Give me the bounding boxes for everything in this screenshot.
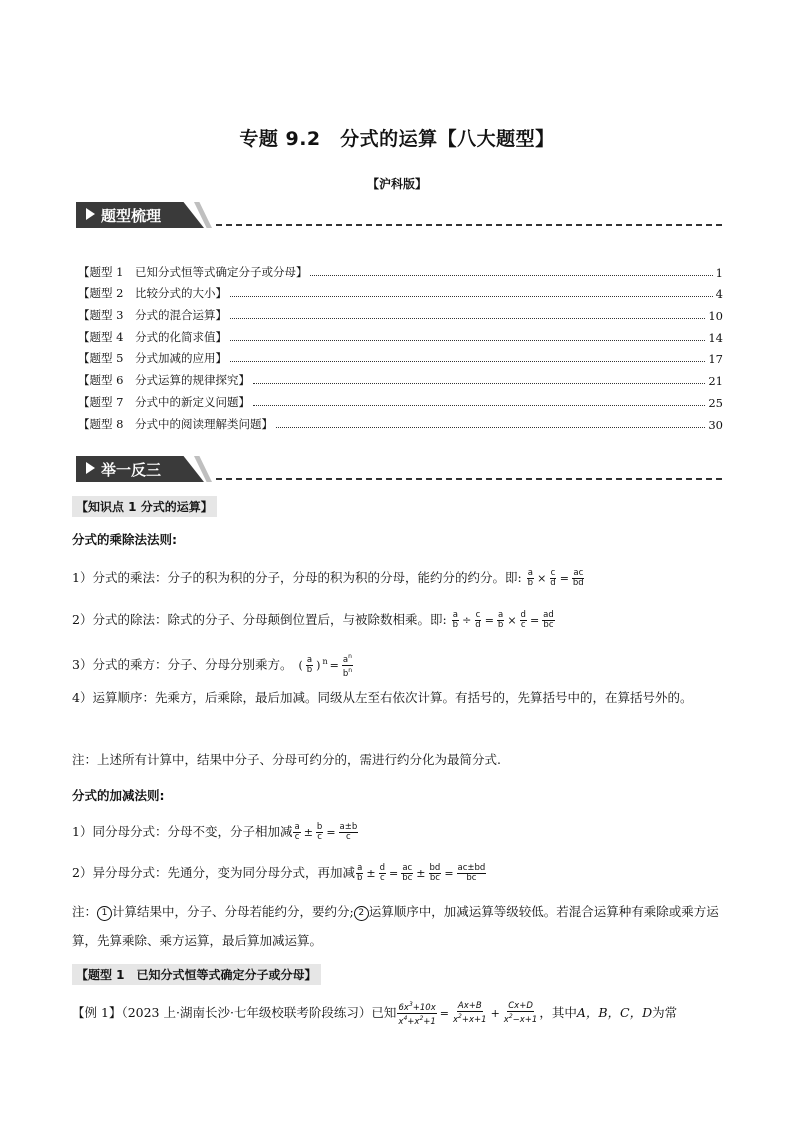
- toc-item-label: 【题型 4 分式的化简求值】: [78, 329, 227, 344]
- toc-item[interactable]: [78, 280, 723, 302]
- dashed-rule: [216, 478, 722, 480]
- note-addsub: 注： 1 计算结果中，分子、分母若能约分，要约分; 2 运算顺序中，加减运算等级较低。若混合运算种有乘除或乘方运算，先算乘除、乘方运算，最后算加减运算。: [72, 904, 719, 948]
- toc-leader-dots: [253, 405, 705, 406]
- example-1: 【例 1】（2023 上·湖南长沙·七年级校联考阶段练习）已知 $\frac{6x^3+10x}{x^4+x^2+1}$ = $\frac{Ax+B}{x^2+x+1}$ + $\frac{Cx+D}{x^2-x+1}$ ，其中A，B，C，D为常: [72, 1001, 678, 1027]
- toc-item-label: 【题型 8 分式中的阅读理解类问题】: [78, 416, 273, 431]
- rule-division: 2）分式的除法：除式的分子、分母颠倒位置后，与被除数相乘。即: $\frac{a}{b}$ ÷ $\frac{c}{d}$ = $\frac{a}{b}$ × $\frac{d}{c}$ = $\frac{ad}{bc}$: [72, 610, 554, 630]
- toc-item[interactable]: [78, 410, 723, 432]
- rule-same-denominator: 1）同分母分式：分母不变，分子相加减 $\frac{a}{c}$ ± $\frac{b}{c}$ = $\frac{a\pm b}{c}$: [72, 822, 358, 842]
- toc-banner-label: 题型梳理: [101, 207, 162, 225]
- rule-power: 3）分式的乘方：分子、分母分别乘方。 ( $\frac{a}{b}$ ) $^n$ = $\frac{a^n}{b^n}$: [72, 653, 353, 679]
- toc-leader-dots: [230, 318, 705, 319]
- addsub-heading: 分式的加减法则:: [72, 788, 165, 803]
- toc-item[interactable]: [78, 366, 723, 388]
- toc-page-number: 17: [708, 352, 723, 367]
- toc-leader-dots: [310, 275, 712, 276]
- toc-item-label: 【题型 5 分式加减的应用】: [78, 351, 227, 366]
- toc-banner: [76, 202, 722, 228]
- table-of-contents: [78, 258, 723, 432]
- rule-order: 4）运算顺序：先乘方，后乘除，最后加减。同级从左至右依次计算。有括号的，先算括号中的，在算括号外的。: [72, 690, 693, 705]
- main-banner-label: 举一反三: [101, 461, 162, 479]
- toc-leader-dots: [230, 361, 705, 362]
- toc-item[interactable]: [78, 323, 723, 345]
- note-simplify: 注：上述所有计算中，结果中分子、分母可约分的，需进行约分化为最简分式.: [72, 752, 501, 767]
- rule-diff-denominator: 2）异分母分式：先通分，变为同分母分式，再加减 $\frac{a}{b}$ ± $\frac{d}{c}$ = $\frac{ac}{bc}$ ± $\frac{bd}{bc}$ = $\frac{ac\pm bd}{bc}$: [72, 863, 486, 883]
- play-triangle-icon: [86, 462, 95, 474]
- toc-item-label: 【题型 6 分式运算的规律探究】: [78, 373, 250, 388]
- edition-label: 【沪科版】: [366, 177, 427, 191]
- toc-page-number: 25: [708, 395, 723, 410]
- toc-leader-dots: [230, 296, 713, 297]
- toc-item[interactable]: [78, 258, 723, 280]
- toc-item[interactable]: [78, 301, 723, 323]
- rule-multiplication: 1）分式的乘法：分子的积为积的分子，分母的积为积的分母，能约分的约分。即: $\frac{a}{b}$ × $\frac{c}{d}$ = $\frac{ac}{bd}$: [72, 568, 584, 588]
- dashed-rule: [216, 224, 722, 226]
- toc-leader-dots: [230, 340, 705, 341]
- toc-item-label: 【题型 3 分式的混合运算】: [78, 308, 227, 323]
- toc-item[interactable]: [78, 388, 723, 410]
- toc-leader-dots: [253, 383, 705, 384]
- toc-item-label: 【题型 2 比较分式的大小】: [78, 286, 227, 301]
- toc-item-label: 【题型 1 已知分式恒等式确定分子或分母】: [78, 264, 308, 279]
- toc-page-number: 14: [708, 330, 723, 345]
- toc-item[interactable]: [78, 345, 723, 367]
- toc-page-number: 4: [715, 287, 723, 302]
- muldiv-heading: 分式的乘除法法则:: [72, 532, 177, 547]
- main-banner: [76, 456, 722, 482]
- toc-page-number: 1: [715, 265, 723, 280]
- circled-one-icon: 1: [97, 906, 112, 921]
- knowledge-point-box: 【知识点 1 分式的运算】: [72, 496, 217, 517]
- play-triangle-icon: [86, 208, 95, 220]
- page-title: 专题 9.2 分式的运算【八大题型】: [239, 128, 555, 150]
- type1-heading-box: 【题型 1 已知分式恒等式确定分子或分母】: [72, 964, 321, 985]
- toc-page-number: 10: [708, 309, 723, 324]
- toc-leader-dots: [276, 427, 705, 428]
- toc-item-label: 【题型 7 分式中的新定义问题】: [78, 394, 250, 409]
- toc-page-number: 21: [708, 374, 723, 389]
- circled-two-icon: 2: [354, 906, 369, 921]
- toc-page-number: 30: [708, 417, 723, 432]
